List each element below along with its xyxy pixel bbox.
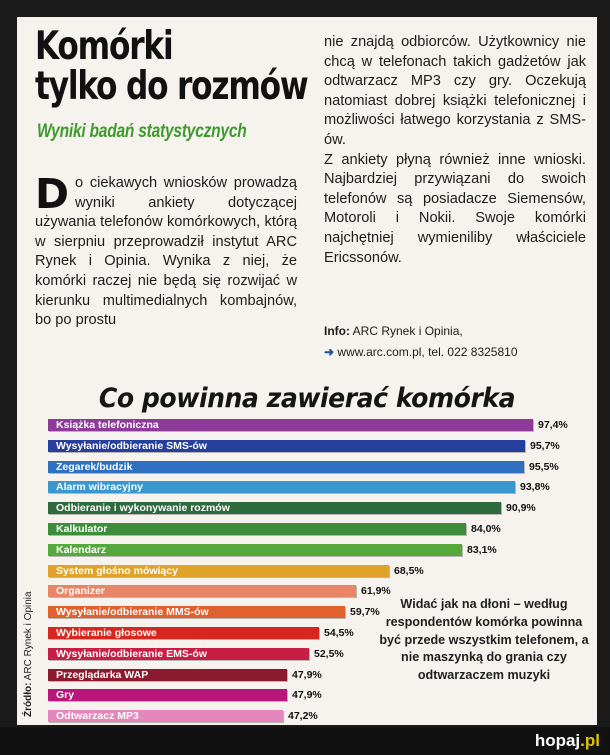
chart-callout: Widać jak na dłoni – według respondentów komórka powinna być przede wszystkim telefonem, a nie maszynką do grania czy odtwarzaczem muzyki <box>379 597 589 683</box>
chart-value-label: 93,8% <box>520 481 550 494</box>
chart-value-label: 84,0% <box>471 523 501 535</box>
watermark-bar <box>0 727 610 755</box>
chart-value-label: 61,9% <box>361 585 391 598</box>
chart-bar-label: Odtwarzacz MP3 <box>56 710 139 723</box>
chart-bar-label: Wysyłanie/odbieranie MMS-ów <box>56 606 209 619</box>
info-contact: www.arc.com.pl, tel. 022 8325810 <box>337 345 518 359</box>
chart-value-label: 47,9% <box>292 689 322 702</box>
chart-bar-label: Wysyłanie/odbieranie EMS-ów <box>56 647 207 660</box>
chart-bar <box>48 523 466 535</box>
watermark-name: hopaj <box>534 731 581 750</box>
right-paragraph-2: Z ankiety płyną również inne wnioski. Najbardziej przywiązani do swoich telefonów są posiadacze Siemensów, Motoroli i Nokii. Swoje komórki najchętniej wymieniliby właściciele Ericssonów. <box>324 151 586 266</box>
chart-bar-label: Organizer <box>56 585 106 598</box>
subheadline: Wyniki badań statystycznych <box>37 121 247 142</box>
chart-bar-label: Zegarek/budzik <box>56 460 133 473</box>
chart-bar-label: Książka telefoniczna <box>56 419 159 431</box>
chart-source <box>23 591 34 717</box>
chart-value-label: 83,1% <box>467 543 497 556</box>
chart-bar-label: Kalendarz <box>56 543 107 556</box>
chart-bar-label: Przeglądarka WAP <box>56 668 149 681</box>
chart-value-label: 97,4% <box>538 419 568 431</box>
chart-value-label: 52,5% <box>314 647 344 660</box>
chart-bar-label: Gry <box>56 689 75 702</box>
arrow-icon: ➜ <box>324 345 335 359</box>
left-paragraph: o ciekawych wniosków prowadzą wyniki ankiety dotyczącej używania telefonów komórkowych, którą w sierpniu przeprowadził instytut ARC Rynek i Opinia. Wynika z niej, że komórki raczej nie będą się rozwijać w kierunku multimedialnych kombajnów, bo po prostu <box>35 175 297 329</box>
magazine-page <box>17 17 597 725</box>
source-label: Źródło: <box>23 682 34 717</box>
chart-value-label: 68,5% <box>394 564 424 577</box>
chart-bar-label: Odbieranie i wykonywanie rozmów <box>56 502 230 515</box>
chart-bar-label: Wysyłanie/odbieranie SMS-ów <box>56 439 207 452</box>
chart-value-label: 95,5% <box>529 460 559 473</box>
chart-bar-label: Kalkulator <box>56 523 108 535</box>
chart-value-label: 54,5% <box>324 627 354 639</box>
headline-line-2: tylko do rozmów <box>35 64 308 109</box>
info-label: Info: <box>324 324 350 338</box>
right-paragraph-1: nie znajdą odbiorców. Użytkownicy nie chcą w telefonach takich gadżetów jak odtwarzacz MP3 czy gry. Oczekują natomiast dobrej książki telefonicznej i możliwości łatwego korzystania z SMS-ów. <box>324 34 586 148</box>
info-source: ARC Rynek i Opinia, <box>352 324 463 338</box>
chart-value-label: 47,9% <box>292 668 322 681</box>
headline-line-1: Komórki <box>35 24 173 69</box>
chart-bar-label: Alarm wibracyjny <box>56 481 143 494</box>
chart-bar <box>48 689 287 701</box>
chart-bar <box>48 544 462 556</box>
watermark-domain: .pl <box>580 731 600 750</box>
chart-bar-label: System głośno mówiący <box>56 564 178 577</box>
chart-title: Co powinna zawierać komórka <box>98 383 516 414</box>
chart-value-label: 95,7% <box>530 439 560 452</box>
chart-value-label: 90,9% <box>506 502 536 515</box>
chart-bar-label: Wybieranie głosowe <box>56 627 157 639</box>
site-watermark <box>535 727 600 755</box>
source-text: ARC Rynek i Opinia <box>23 591 34 681</box>
chart-value-label: 47,2% <box>288 710 318 723</box>
chart-value-label: 59,7% <box>350 606 380 619</box>
drop-cap: D <box>35 170 70 218</box>
